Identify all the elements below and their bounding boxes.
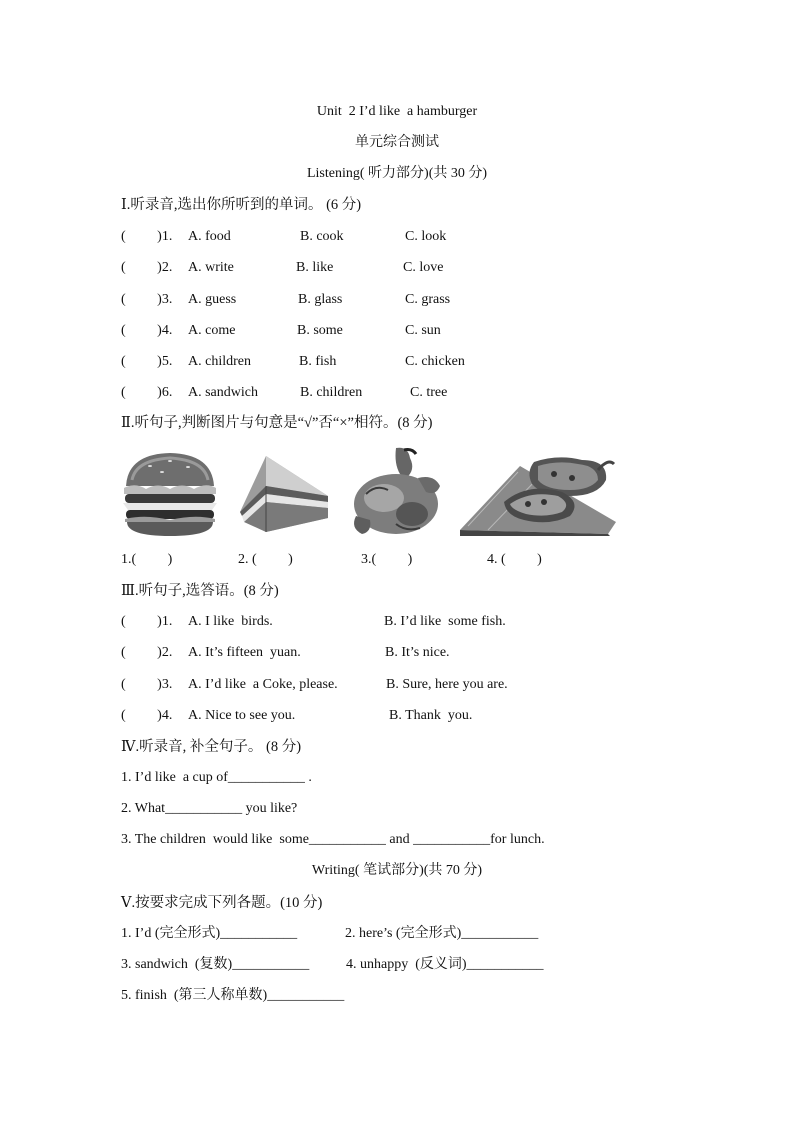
page-subtitle: 单元综合测试 bbox=[355, 135, 439, 150]
part5-heading: Ⅴ.按要求完成下列各题。(10 分) bbox=[121, 895, 323, 911]
listening-heading: Listening( 听力部分)(共 30 分) bbox=[306, 166, 488, 181]
option-b: B. I’d like some fish. bbox=[384, 614, 506, 629]
option-a: A. guess bbox=[188, 292, 237, 307]
option-b: B. Sure, here you are. bbox=[386, 677, 508, 692]
part5-item-2: 2. here’s (完全形式)___________ bbox=[345, 926, 539, 941]
fill-sentence-3: 3. The children would like some___________ and ___________for lunch. bbox=[121, 832, 545, 847]
writing-heading: Writing( 笔试部分)(共 70 分) bbox=[311, 863, 483, 878]
option-a: A. come bbox=[188, 323, 236, 338]
item-number: ( )5. bbox=[121, 354, 173, 369]
option-a: A. I like birds. bbox=[188, 614, 273, 629]
part3-heading: Ⅲ.听句子,选答语。(8 分) bbox=[121, 583, 279, 599]
option-b: B. children bbox=[300, 385, 363, 400]
item-number: ( )2. bbox=[121, 260, 173, 275]
item-number: ( )1. bbox=[121, 229, 173, 244]
fill-sentence-1: 1. I’d like a cup of___________ . bbox=[121, 770, 312, 785]
part4-heading: Ⅳ.听录音, 补全句子。 (8 分) bbox=[121, 739, 302, 755]
sandwich-picture bbox=[236, 452, 332, 534]
option-a: A. children bbox=[188, 354, 251, 369]
part1-heading: Ⅰ.听录音,选出你所听到的单词。 (6 分) bbox=[121, 197, 362, 213]
option-b: B. It’s nice. bbox=[385, 645, 450, 660]
fill-sentence-2: 2. What___________ you like? bbox=[121, 801, 298, 816]
part2-heading: Ⅱ.听句子,判断图片与句意是“√”否“×”相符。(8 分) bbox=[121, 415, 433, 431]
page-title: Unit 2 I’d like a hamburger bbox=[316, 104, 478, 119]
part5-item-5: 5. finish (第三人称单数)___________ bbox=[121, 988, 345, 1003]
option-c: C. chicken bbox=[405, 354, 465, 369]
option-a: A. I’d like a Coke, please. bbox=[188, 677, 338, 692]
picture-answer-1: 1.( ) bbox=[121, 552, 173, 567]
option-c: C. sun bbox=[405, 323, 441, 338]
option-a: A. write bbox=[188, 260, 234, 275]
option-c: C. look bbox=[405, 229, 447, 244]
item-number: ( )4. bbox=[121, 708, 173, 723]
option-b: B. fish bbox=[299, 354, 337, 369]
item-number: ( )2. bbox=[121, 645, 173, 660]
part5-item-3: 3. sandwich (复数)___________ bbox=[121, 957, 310, 972]
option-b: B. glass bbox=[298, 292, 343, 307]
chicken-picture bbox=[346, 444, 446, 540]
option-a: A. Nice to see you. bbox=[188, 708, 296, 723]
picture-answer-3: 3.( ) bbox=[361, 552, 413, 567]
hamburger-picture bbox=[120, 450, 220, 538]
item-number: ( )3. bbox=[121, 292, 173, 307]
option-b: B. Thank you. bbox=[389, 708, 473, 723]
picture-answer-2: 2. ( ) bbox=[238, 552, 293, 567]
item-number: ( )6. bbox=[121, 385, 173, 400]
option-a: A. sandwich bbox=[188, 385, 258, 400]
option-b: B. like bbox=[296, 260, 334, 275]
option-a: A. It’s fifteen yuan. bbox=[188, 645, 301, 660]
option-c: C. tree bbox=[410, 385, 448, 400]
option-c: C. love bbox=[403, 260, 444, 275]
picture-answer-4: 4. ( ) bbox=[487, 552, 542, 567]
part5-item-4: 4. unhappy (反义词)___________ bbox=[346, 957, 544, 972]
item-number: ( )1. bbox=[121, 614, 173, 629]
fish-picture bbox=[458, 452, 618, 536]
option-a: A. food bbox=[188, 229, 231, 244]
option-c: C. grass bbox=[405, 292, 451, 307]
item-number: ( )4. bbox=[121, 323, 173, 338]
part5-item-1: 1. I’d (完全形式)___________ bbox=[121, 926, 298, 941]
option-b: B. cook bbox=[300, 229, 344, 244]
item-number: ( )3. bbox=[121, 677, 173, 692]
option-b: B. some bbox=[297, 323, 343, 338]
